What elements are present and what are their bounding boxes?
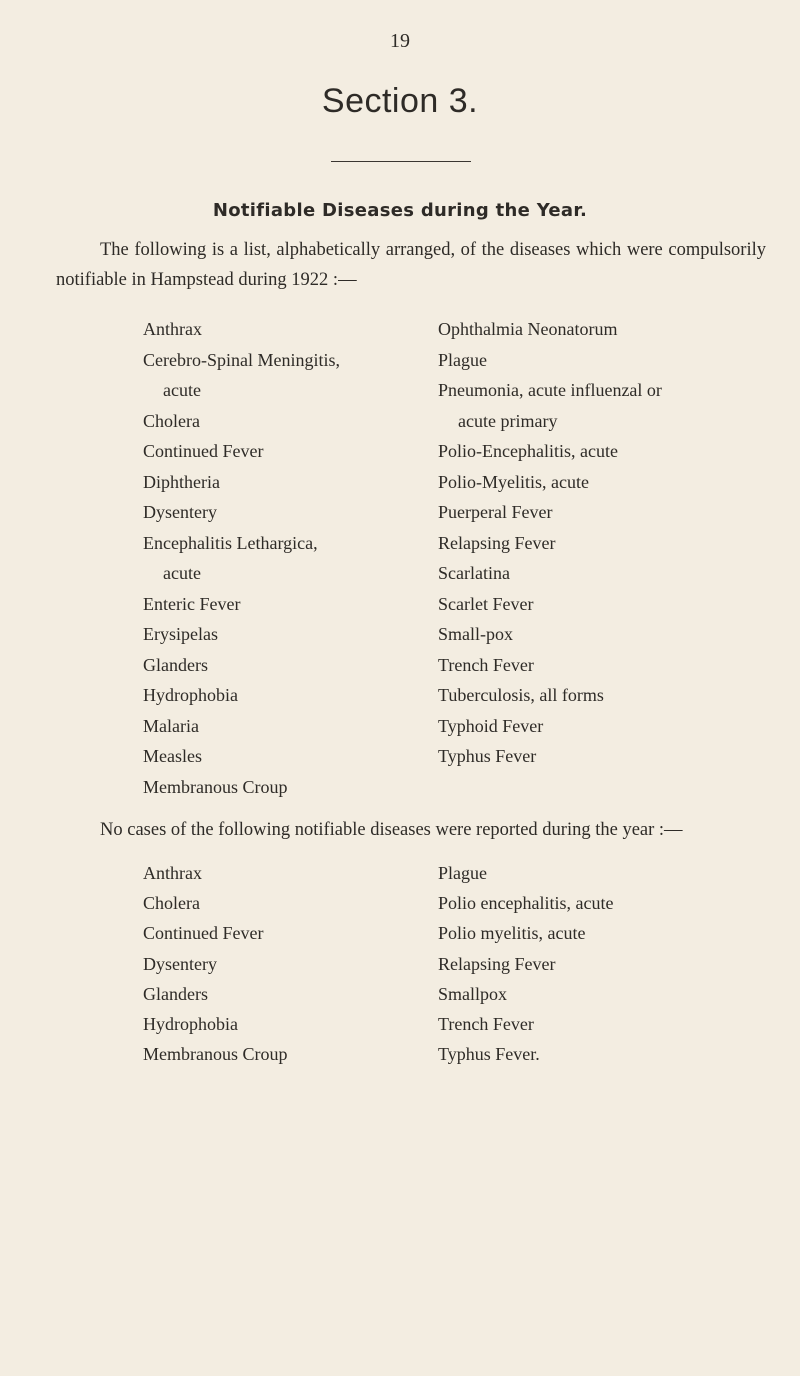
- notifiable-list-right: [438, 314, 662, 772]
- list-item: Malaria: [143, 715, 199, 736]
- notifiable-list-left: [143, 314, 340, 802]
- no-cases-list-left: [143, 858, 287, 1069]
- list-item: Cholera: [143, 893, 200, 914]
- list-item-continuation: acute: [163, 380, 201, 400]
- list-item: Tuberculosis, all forms: [438, 685, 604, 705]
- list-item: Relapsing Fever: [438, 532, 556, 553]
- list-item: Polio encephalitis, acute: [438, 893, 614, 914]
- list-item: Scarlet Fever: [438, 593, 534, 614]
- list-item: Enteric Fever: [143, 593, 241, 614]
- page-number: 19: [390, 30, 410, 52]
- list-item: Anthrax: [143, 863, 202, 883]
- list-item: Typhoid Fever: [438, 715, 544, 736]
- list-item: Scarlatina: [438, 563, 510, 583]
- list-item: Glanders: [143, 983, 208, 1004]
- list-item: Continued Fever: [143, 923, 264, 944]
- no-cases-paragraph: [56, 815, 766, 845]
- no-cases-paragraph-text: No cases of the following notifiable diseases were reported during the year :—: [100, 820, 683, 840]
- no-cases-list-right: [438, 858, 613, 1069]
- list-item: Small-pox: [438, 624, 513, 644]
- list-item: Polio-Encephalitis, acute: [438, 441, 618, 461]
- list-item: Erysipelas: [143, 624, 218, 644]
- list-item: Anthrax: [143, 319, 202, 339]
- list-item: Trench Fever: [438, 1013, 534, 1034]
- list-item: Diphtheria: [143, 471, 220, 492]
- list-item: Glanders: [143, 654, 208, 675]
- list-item: Membranous Croup: [143, 776, 288, 797]
- list-item: Relapsing Fever: [438, 953, 556, 974]
- list-item: Typhus Fever.: [438, 1044, 540, 1065]
- list-item: Plague: [438, 863, 487, 883]
- list-item: Smallpox: [438, 983, 508, 1004]
- list-item: Hydrophobia: [143, 685, 238, 705]
- list-item: Polio-Myelitis, acute: [438, 471, 589, 492]
- list-item: Continued Fever: [143, 441, 264, 461]
- list-item-continuation: acute: [163, 563, 201, 583]
- list-item: Trench Fever: [438, 654, 534, 675]
- list-item: Cholera: [143, 410, 200, 431]
- list-item: Typhus Fever: [438, 746, 537, 766]
- list-item-continuation: acute primary: [458, 410, 558, 431]
- intro-paragraph: [56, 235, 766, 295]
- list-item: Measles: [143, 746, 202, 766]
- list-item: Ophthalmia Neonatorum: [438, 319, 618, 339]
- list-item: Puerperal Fever: [438, 502, 553, 522]
- title-divider: [331, 161, 471, 162]
- list-item: Dysentery: [143, 502, 217, 522]
- list-item: Plague: [438, 349, 487, 370]
- list-item: Membranous Croup: [143, 1044, 288, 1065]
- list-item: Dysentery: [143, 953, 217, 974]
- list-item: Cerebro-Spinal Meningitis,: [143, 349, 340, 370]
- list-item: Hydrophobia: [143, 1013, 238, 1034]
- section-heading: Notifiable Diseases during the Year.: [212, 200, 588, 221]
- section-title: Section 3.: [321, 82, 479, 120]
- list-item: Encephalitis Lethargica,: [143, 532, 318, 553]
- intro-paragraph-text: The following is a list, alphabetically arranged, of the diseases which were compulsorily notifiable in Hampstead during 1922 :—: [56, 240, 766, 290]
- list-item: Pneumonia, acute influenzal or: [438, 380, 662, 400]
- list-item: Polio myelitis, acute: [438, 923, 586, 944]
